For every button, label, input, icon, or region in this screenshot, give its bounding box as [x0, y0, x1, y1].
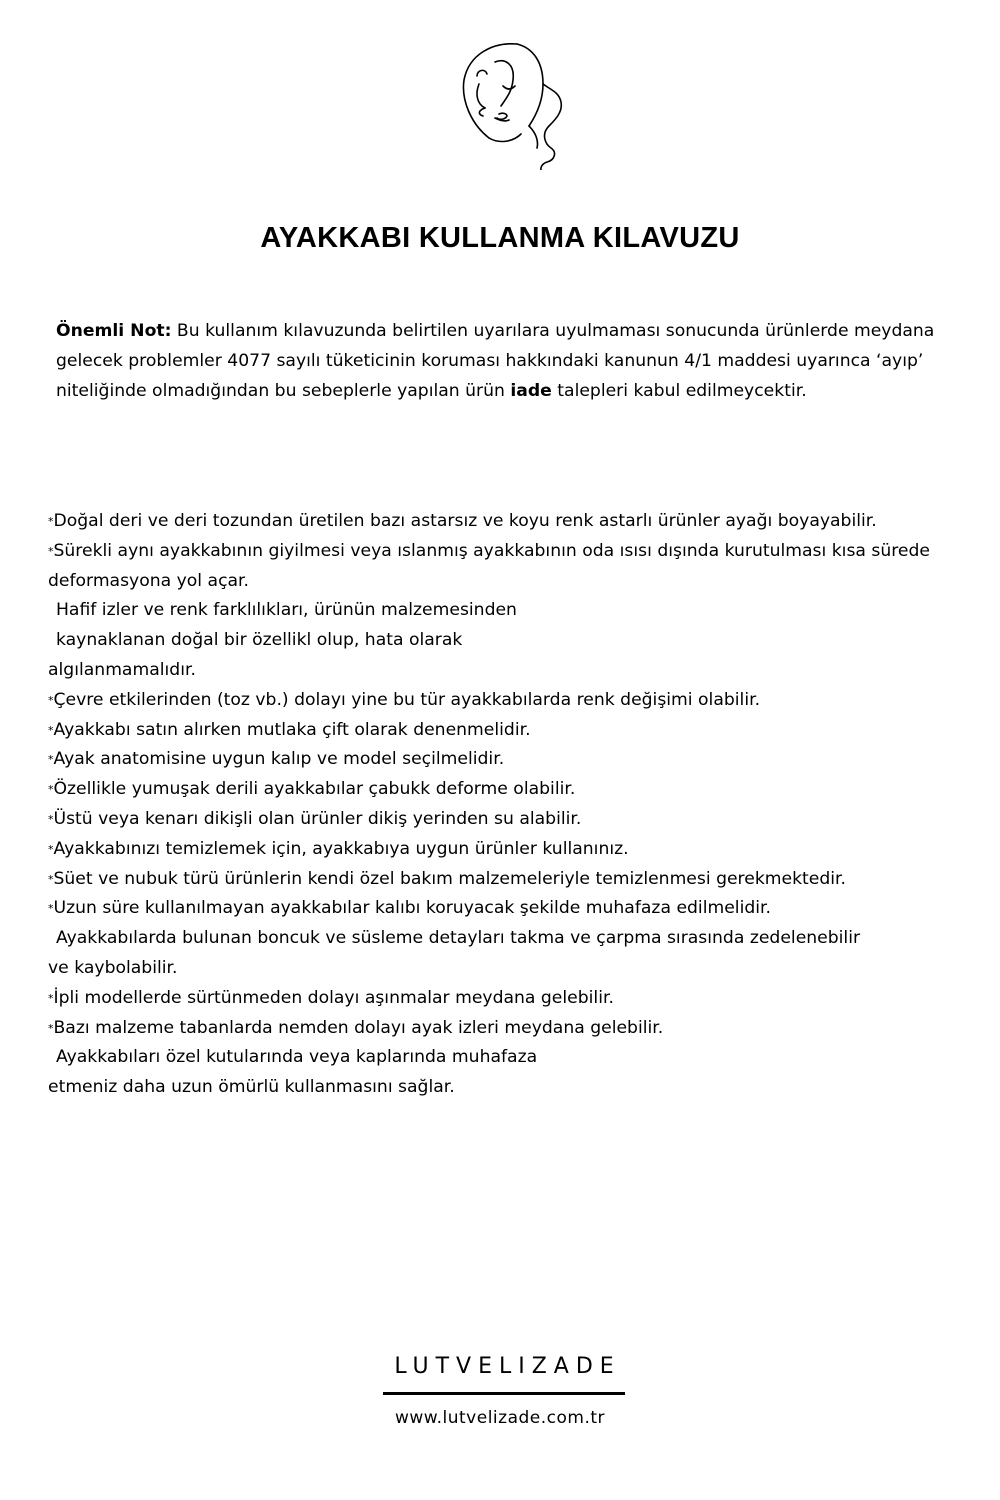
guide-line-text: deformasyona yol açar.	[48, 570, 250, 591]
guide-line-text: etmeniz daha uzun ömürlü kullanmasını sağlar.	[48, 1077, 455, 1098]
bullet-star: *	[48, 783, 54, 797]
guide-line-text: Uzun süre kullanılmayan ayakkabılar kalıbı koruyacak şekilde muhafaza edilmelidir.	[53, 898, 771, 919]
guide-line-text: ve kaybolabilir.	[48, 957, 178, 978]
guide-line-text: algılanmamalıdır.	[48, 659, 196, 680]
guide-line	[48, 716, 988, 746]
guide-line	[48, 626, 988, 656]
bullet-star: *	[48, 902, 54, 916]
note-label: Önemli Not:	[56, 321, 172, 341]
bullet-star: *	[48, 812, 54, 826]
guide-line-text: Sürekli aynı ayakkabının giyilmesi veya ıslanmış ayakkabının oda ısısı dışında kurutulması kısa sürede	[53, 540, 930, 561]
guide-line-text: Doğal deri ve deri tozundan üretilen bazı astarsız ve koyu renk astarlı ürünler ayağı boyayabilir.	[53, 511, 877, 531]
guide-line-text: İpli modellerde sürtünmeden dolayı aşınmalar meydana gelebilir.	[53, 987, 614, 1008]
page-title: AYAKKABI KULLANMA KILAVUZU	[260, 222, 740, 254]
guide-line-text: Ayakkabınızı temizlemek için, ayakkabıya uygun ürünler kullanınız.	[53, 838, 629, 859]
guide-line-text: Ayakkabılarda bulunan boncuk ve süsleme detayları takma ve çarpma sırasında zedelenebilir	[56, 928, 861, 949]
guide-line	[48, 894, 988, 924]
guide-line	[48, 567, 988, 597]
guide-line-text: Özellikle yumuşak derili ayakkabılar çabukk deforme olabilir.	[53, 779, 576, 800]
guide-line	[48, 537, 988, 567]
guide-line	[48, 1014, 988, 1044]
bullet-star: *	[48, 991, 54, 1005]
bullet-star: *	[48, 753, 54, 767]
note-text-after: talepleri kabul edilmeycektir.	[551, 381, 807, 401]
guide-line	[48, 805, 988, 835]
guide-line	[48, 1043, 988, 1073]
guide-line	[48, 835, 988, 865]
bullet-star: *	[48, 515, 54, 528]
guide-line-text: Çevre etkilerinden (toz vb.) dolayı yine bu tür ayakkabılarda renk değişimi olabilir.	[53, 689, 761, 710]
guide-line-text: Bazı malzeme tabanlarda nemden dolayı ayak izleri meydana gelebilir.	[53, 1017, 664, 1038]
guide-line-text: Hafif izler ve renk farklılıkları, ürünün malzemesinden	[56, 600, 517, 621]
guide-line-text: Ayak anatomisine uygun kalıp ve model seçilmelidir.	[53, 749, 505, 770]
note-text-before: Bu kullanım kılavuzunda belirtilen uyarılara uyulmaması sonucunda ürünlerde meydana gelecek problemler 4077 sayılı tüketicinin koruması hakkındaki kanunun 4/1 maddesi uyarınca ‘ayıp’ niteliğinde olmadığından bu sebeplerle yapılan ürün	[56, 321, 935, 401]
bullet-star: *	[48, 842, 54, 856]
bullet-star: *	[48, 872, 54, 886]
face-line-art-logo	[455, 40, 575, 170]
guide-line-text: kaynaklanan doğal bir özellikl olup, hata olarak	[56, 630, 463, 651]
bullet-star: *	[48, 1021, 54, 1035]
bullet-star: *	[48, 723, 54, 737]
important-note	[56, 316, 986, 406]
guide-line	[48, 984, 988, 1014]
guide-line	[48, 954, 988, 984]
guide-line	[48, 775, 988, 805]
guide-line-text: Ayakkabı satın alırken mutlaka çift olarak denenmelidir.	[53, 719, 531, 740]
guide-line	[48, 745, 988, 775]
guide-line	[48, 596, 988, 626]
guide-line	[48, 924, 988, 954]
guide-line	[48, 865, 988, 895]
guide-line-text: Süet ve nubuk türü ürünlerin kendi özel bakım malzemeleriyle temizlenmesi gerekmektedir.	[53, 868, 846, 889]
guide-line	[48, 656, 988, 686]
brand-underline	[383, 1392, 625, 1395]
bullet-star: *	[48, 693, 54, 707]
brand-name: LUTVELIZADE	[394, 1354, 621, 1379]
guide-line	[48, 507, 988, 537]
guide-line	[48, 1073, 988, 1103]
guide-line-text: Üstü veya kenarı dikişli olan ürünler dikiş yerinden su alabilir.	[53, 808, 582, 829]
bullet-star: *	[48, 544, 54, 558]
note-bold-word: iade	[510, 381, 552, 401]
usage-guide-list	[48, 507, 988, 1103]
guide-line	[48, 686, 988, 716]
guide-line-text: Ayakkabıları özel kutularında veya kaplarında muhafaza	[56, 1047, 538, 1068]
website-link[interactable]: www.lutvelizade.com.tr	[394, 1408, 606, 1428]
